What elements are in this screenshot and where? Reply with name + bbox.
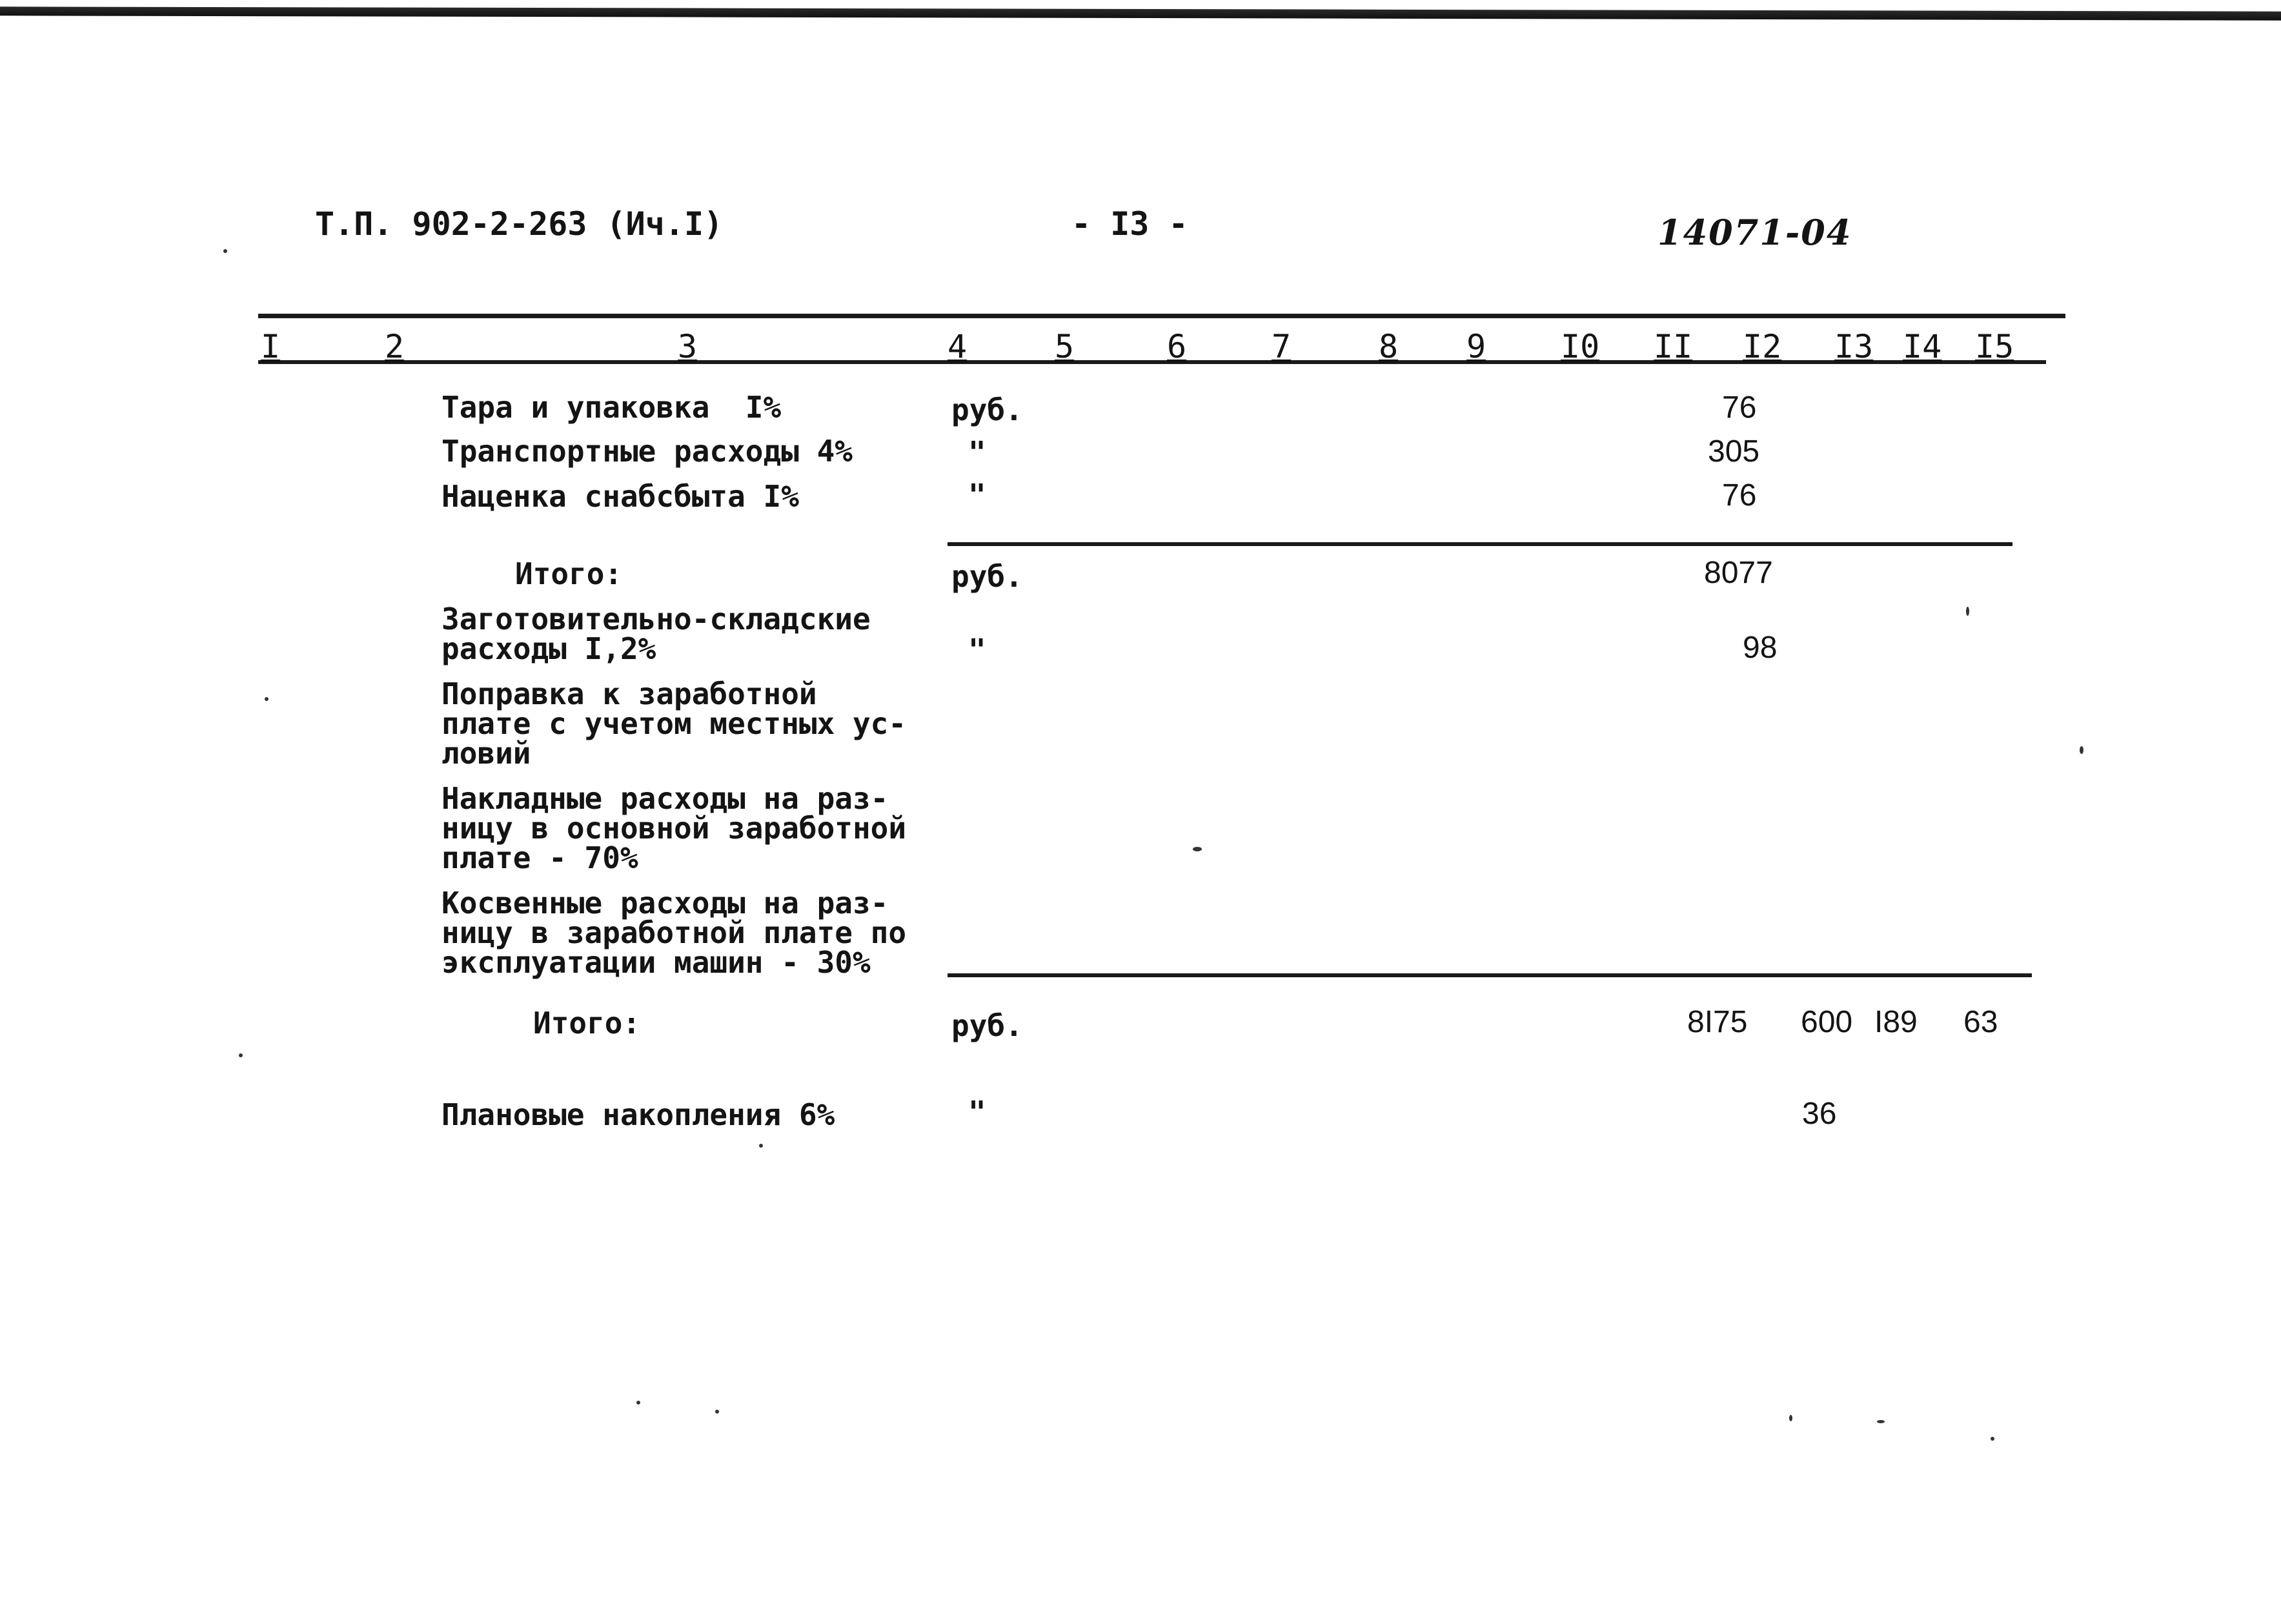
col-9: 9	[1466, 328, 1486, 365]
row-value-plan: 36	[1802, 1097, 1837, 1131]
col-12: I2	[1743, 328, 1782, 365]
row-label-itogo-2: Итого:	[533, 1006, 641, 1040]
row-value-itogo-2-col12: 8I75	[1687, 1005, 1748, 1039]
handwritten-code: 14071-04	[1658, 212, 1852, 253]
row-value-itogo-2-col15: 63	[1963, 1005, 1998, 1039]
row-unit-snab: "	[968, 478, 986, 513]
scan-speck	[715, 1410, 719, 1414]
row-unit-plan: "	[968, 1095, 986, 1130]
scan-speck	[1877, 1420, 1885, 1423]
row-unit-itogo-1: руб.	[951, 559, 1023, 594]
row-value-transport: 305	[1708, 434, 1760, 469]
col-6: 6	[1167, 328, 1187, 365]
row-label-zagot: Заготовительно-складские расходы I,2%	[441, 602, 871, 666]
scan-speck	[1789, 1415, 1792, 1421]
row-unit-transport: "	[968, 435, 986, 470]
scan-speck	[636, 1401, 640, 1405]
scan-speck	[223, 249, 227, 253]
row-label-nakladnye: Накладные расходы на раз- ницу в основной заработной плате - 70%	[441, 781, 907, 875]
col-10: I0	[1561, 328, 1600, 365]
row-label-itogo-1: Итого:	[515, 556, 623, 591]
row-label-kosvennye: Косвенные расходы на раз- ницу в заработной плате по эксплуатации машин - 30%	[441, 886, 907, 980]
col-1: I	[261, 328, 281, 365]
col-14: I4	[1903, 328, 1942, 365]
col-4: 4	[948, 328, 968, 365]
subtotal-rule-2	[948, 973, 2032, 977]
row-label-transport: Транспортные расходы 4%	[441, 434, 853, 469]
col-8: 8	[1379, 328, 1399, 365]
row-value-tara: 76	[1722, 391, 1757, 425]
document-reference: Т.П. 902-2-263 (Ич.I)	[315, 205, 724, 243]
row-value-snab: 76	[1722, 478, 1757, 513]
row-label-snab: Наценка снабсбыта I%	[441, 479, 799, 514]
scan-speck	[1193, 847, 1202, 851]
table-top-rule	[258, 314, 2065, 318]
scan-speck	[759, 1144, 763, 1148]
col-7: 7	[1272, 328, 1292, 365]
row-value-itogo-2-col13: 600	[1801, 1005, 1853, 1039]
scan-speck	[1991, 1437, 1994, 1441]
col-2: 2	[385, 328, 405, 365]
row-unit-tara: руб.	[951, 392, 1023, 427]
row-label-popravka: Поправка к заработной плате с учетом местных ус- ловий	[441, 676, 907, 771]
row-label-tara: Тара и упаковка I%	[441, 390, 782, 425]
col-11: II	[1654, 328, 1693, 365]
row-value-itogo-2-col14: I89	[1874, 1005, 1918, 1039]
row-value-zagot: 98	[1743, 631, 1778, 665]
subtotal-rule-1	[948, 542, 2012, 546]
page-number: - I3 -	[1071, 205, 1188, 243]
row-label-plan: Плановые накопления 6%	[441, 1097, 835, 1132]
scan-top-edge	[0, 6, 2281, 20]
scan-speck	[1966, 607, 1969, 616]
scan-speck	[239, 1053, 243, 1057]
row-value-itogo-1: 8077	[1704, 556, 1773, 590]
row-unit-zagot: "	[968, 633, 986, 667]
col-5: 5	[1055, 328, 1075, 365]
scan-speck	[2080, 746, 2083, 754]
col-15: I5	[1975, 328, 2014, 365]
row-unit-itogo-2: руб.	[951, 1008, 1023, 1043]
scan-speck	[265, 697, 269, 701]
col-3: 3	[678, 328, 698, 365]
col-13: I3	[1834, 328, 1874, 365]
